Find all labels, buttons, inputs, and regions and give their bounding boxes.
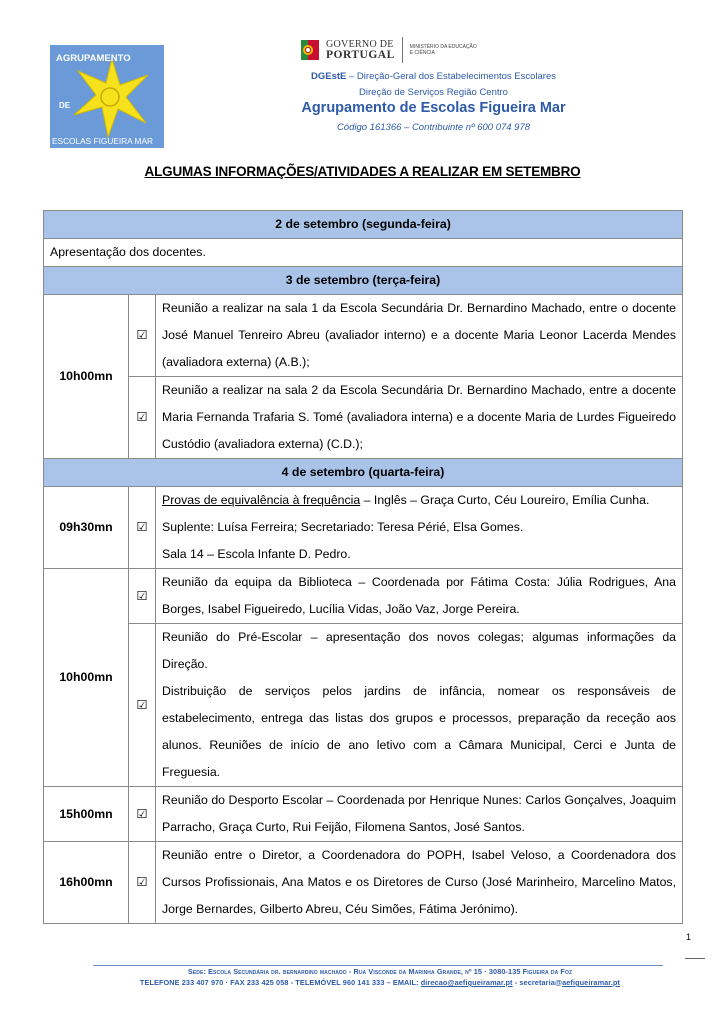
table-row [44, 295, 683, 377]
checkbox-icon: ☑ [129, 487, 156, 569]
government-logo [300, 35, 477, 65]
school-code: Código 161366 – Contribuinte nº 600 074 978 [336, 122, 531, 133]
footer-divider [93, 965, 663, 966]
footer-email-link-2[interactable]: aefigueiramar.pt [562, 978, 621, 987]
activity-para2: Distribuição de serviços pelos jardins de infância, nomear os responsáveis de estabelecimento, entrega das listas dos grupos e processos, preparação da receção aos alunos. Reuniões de início de ano letivo com a Câmara Municipal, Cerci e Junta de Freguesia. [162, 684, 676, 779]
logo-text-bottom: ESCOLAS FIGUEIRA MAR [52, 136, 153, 146]
table-row [44, 377, 683, 459]
school-name: Agrupamento de Escolas Figueira Mar [301, 100, 566, 116]
checkbox-icon: ☑ [129, 787, 156, 842]
activity-rest: – Inglês – Graça Curto, Céu Loureiro, Emília Cunha. [360, 493, 650, 507]
activity-text: Reunião a realizar na sala 1 da Escola Secundária Dr. Bernardino Machado, entre o docente José Manuel Tenreiro Abreu (avaliador interno) e a docente Maria Leonor Lacerda Mendes (avaliadora externa) (A.B.); [156, 295, 683, 377]
school-logo [50, 45, 164, 148]
checkbox-icon: ☑ [129, 377, 156, 459]
activity-underlined: Provas de equivalência à frequência [162, 493, 361, 507]
activity-text: Reunião entre o Diretor, a Coordenadora do POPH, Isabel Veloso, a Coordenadora dos Cursos Profissionais, Ana Matos e os Diretores de Curso (José Marinheiro, Marcelino Matos, Jorge Bernardes, Gilberto Abreu, Céu Simões, Fátima Jerónimo). [156, 842, 683, 924]
page-number: 1 [685, 932, 691, 942]
table-row [44, 842, 683, 924]
time-cell: 10h00mn [44, 295, 129, 459]
schedule-table [43, 210, 683, 924]
activity-text: Reunião da equipa da Biblioteca – Coordenada por Fátima Costa: Júlia Rodrigues, Ana Borges, Isabel Figueiredo, Lucília Vidas, João Vaz, Jorge Pereira. [156, 569, 683, 624]
time-cell: 15h00mn [44, 787, 129, 842]
dgeste-line [200, 71, 667, 82]
activity-text: Reunião a realizar na sala 2 da Escola Secundária Dr. Bernardino Machado, entre a docente Maria Fernanda Trafaria S. Tomé (avaliadora interna) e a docente Maria de Lurdes Figueiredo Custódio (avaliadora externa) (C.D.); [156, 377, 683, 459]
page-number-rule [685, 958, 705, 959]
gov-line1: GOVERNO DE [326, 38, 394, 50]
time-cell: 10h00mn [44, 569, 129, 787]
checkbox-icon: ☑ [129, 842, 156, 924]
day-row [44, 459, 683, 487]
logo-text-de: DE [59, 101, 71, 110]
table-row [44, 569, 683, 624]
time-cell: 16h00mn [44, 842, 129, 924]
time-cell: 09h30mn [44, 487, 129, 569]
activity-para1: Reunião do Pré-Escolar – apresentação dos novos colegas; algumas informações da Direção. [162, 630, 676, 671]
table-row [44, 787, 683, 842]
day-header: 2 de setembro (segunda-feira) [44, 211, 683, 239]
footer-contacts [60, 978, 700, 987]
dgeste-rest: – Direção-Geral dos Estabelecimentos Escolares [346, 71, 556, 82]
logo-text-top: AGRUPAMENTO [56, 53, 131, 64]
table-row [44, 239, 683, 267]
checkbox-icon: ☑ [129, 295, 156, 377]
document-title: ALGUMAS INFORMAÇÕES/ATIVIDADES A REALIZAR EM SETEMBRO [144, 164, 581, 179]
gov-line2: PORTUGAL [326, 48, 395, 61]
dgeste-abbr: DGEstE [311, 71, 347, 82]
activity-line2: Suplente: Luísa Ferreira; Secretariado: Teresa Périé, Elsa Gomes. [162, 520, 524, 534]
activity-text [156, 487, 683, 569]
checkbox-icon: ☑ [129, 569, 156, 624]
footer-email-link[interactable]: direcao@aefigueiramar.pt [420, 978, 513, 987]
footer-phones: TELEFONE 233 407 970 · FAX 233 425 058 - TELEMÓVEL 960 141 333 – EMAIL: [139, 978, 421, 987]
day-row [44, 211, 683, 239]
activity-line3: Sala 14 – Escola Infante D. Pedro. [162, 547, 351, 561]
activity-text: Reunião do Desporto Escolar – Coordenada por Henrique Nunes: Carlos Gonçalves, Joaquim Parracho, Graça Curto, Rui Feijão, Filomena Santos, José Santos. [156, 787, 683, 842]
day-text: Apresentação dos docentes. [44, 239, 683, 267]
footer-address: Sede: Escola Secundária dr. bernardino machado - Rua Visconde da Marinha Grande, nº 15 · 3080-135 Figueira da Foz [187, 967, 573, 976]
region-line: Direção de Serviços Região Centro [359, 87, 508, 98]
day-row [44, 267, 683, 295]
footer-email-sep: - secretaria@ [512, 978, 563, 987]
activity-text [156, 624, 683, 787]
ministry-line1: MINISTÉRIO DA EDUCAÇÃO [409, 44, 477, 50]
day-header: 4 de setembro (quarta-feira) [44, 459, 683, 487]
portugal-crest-icon [300, 37, 320, 63]
ministry-line2: E CIÊNCIA [409, 50, 435, 56]
table-row [44, 624, 683, 787]
day-header: 3 de setembro (terça-feira) [44, 267, 683, 295]
table-row [44, 487, 683, 569]
checkbox-icon: ☑ [129, 624, 156, 787]
